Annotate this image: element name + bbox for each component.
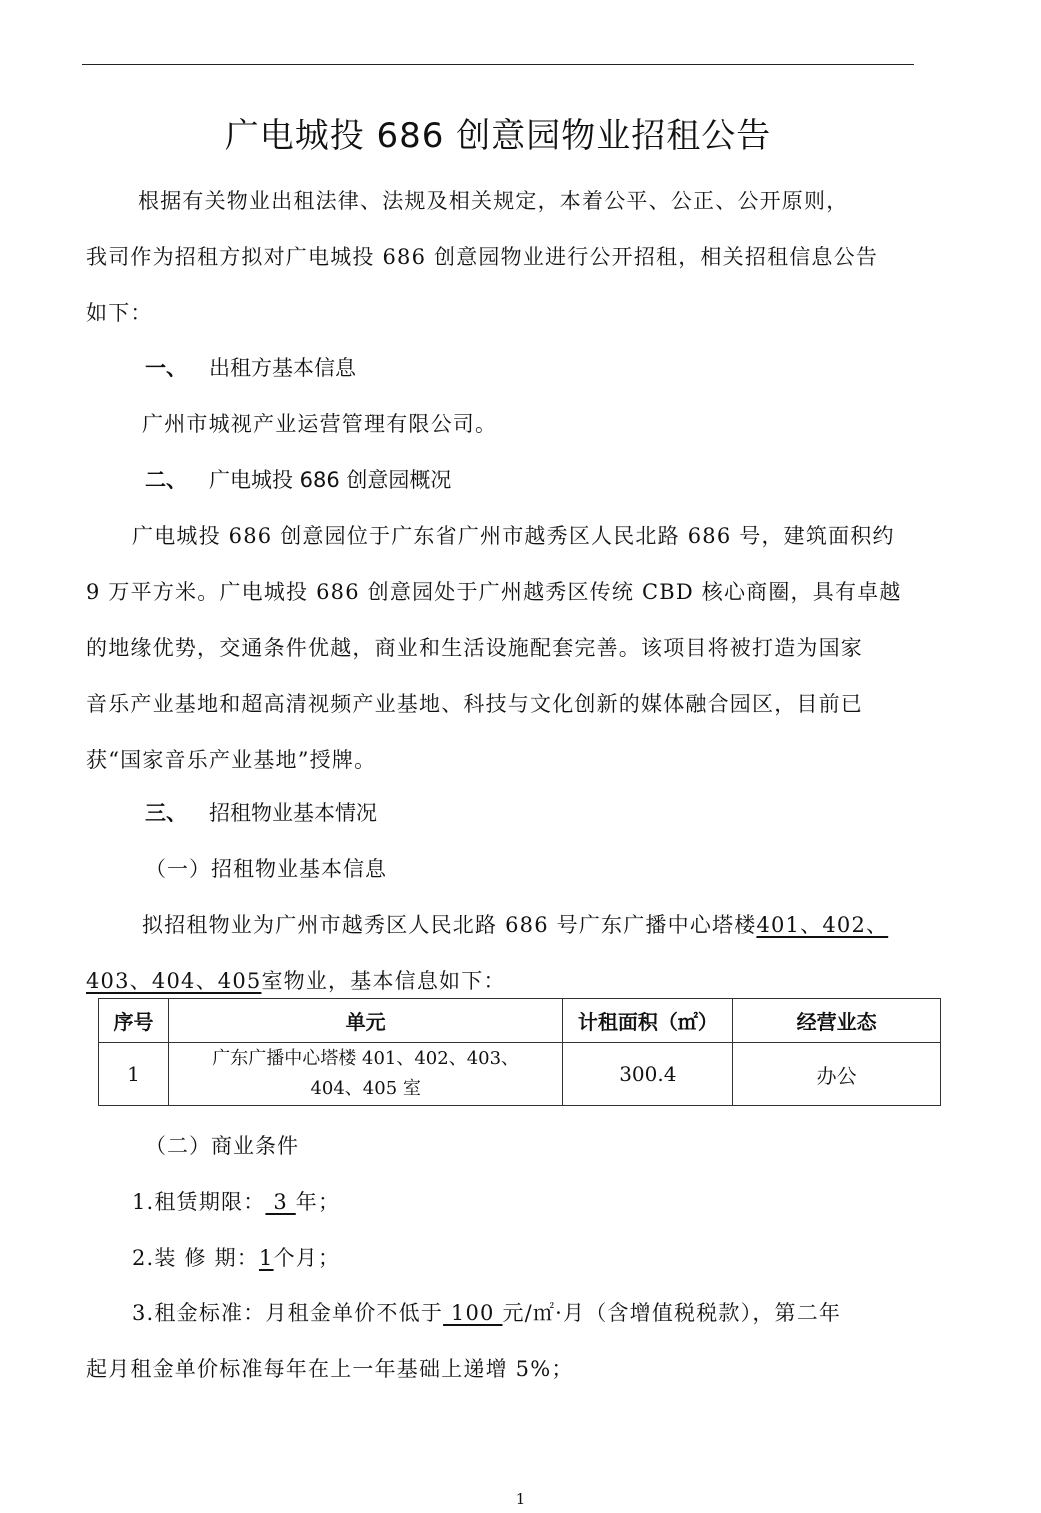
header-rule [82,64,914,65]
header-use: 经营业态 [733,999,941,1043]
page-number: 1 [515,1490,526,1508]
property-line-2 [86,965,506,995]
section-3-heading [145,797,377,827]
condition-3-unit: 元/㎡·月（含增值税税款），第二年 [502,1301,842,1325]
property-text-b: 室物业，基本信息如下： [261,969,506,993]
cell-use: 办公 [733,1043,941,1106]
subsection-2-heading [145,1130,299,1160]
condition-3-value: 100 [443,1301,503,1325]
condition-1-label: 1.租赁期限： [132,1190,266,1214]
intro-line-3: 如下： [86,301,153,325]
section-2-number: 二、 [145,468,187,492]
subsection-1-title: 招租物业基本信息 [211,857,387,881]
intro-line-2: 我司作为招租方拟对广电城投 686 创意园物业进行公开招租，相关招租信息公告 [86,245,879,269]
condition-2-unit: 个月； [273,1246,341,1270]
section-2-line-5: 获“国家音乐产业基地”授牌。 [86,748,377,772]
intro-line-1: 根据有关物业出租法律、法规及相关规定，本着公平、公正、公开原则， [138,189,849,213]
header-unit: 单元 [168,999,563,1043]
section-2-title: 广电城投 686 创意园概况 [209,468,452,492]
property-rooms-a: 401、402、 [756,913,889,937]
condition-1 [132,1186,340,1216]
subsection-1-number: （一） [145,857,211,881]
section-3-number: 三、 [145,801,187,825]
condition-2-value: 1 [259,1246,274,1270]
section-2-line-2: 9 万平方米。广电城投 686 创意园处于广州越秀区传统 CBD 核心商圈，具有卓越 [86,580,902,604]
property-table [98,998,941,1106]
section-2-line-1: 广电城投 686 创意园位于广东省广州市越秀区人民北路 686 号，建筑面积约 [132,524,895,548]
table-header-row [99,999,941,1043]
condition-3-continued: 起月租金单价标准每年在上一年基础上递增 5%； [86,1357,574,1381]
subsection-2-title: 商业条件 [211,1134,299,1158]
condition-1-value: 3 [265,1190,296,1214]
property-rooms-b: 403、404、405 [86,969,262,993]
condition-3-label: 3.租金标准：月租金单价不低于 [132,1301,444,1325]
property-line-1 [142,909,888,939]
section-2-line-4: 音乐产业基地和超高清视频产业基地、科技与文化创新的媒体融合园区，目前已 [86,692,863,716]
table-row [99,1043,941,1106]
cell-area: 300.4 [563,1043,733,1106]
section-2-heading [145,464,451,494]
subsection-2-number: （二） [145,1134,211,1158]
condition-1-unit: 年； [295,1190,341,1214]
cell-no: 1 [99,1043,169,1106]
cell-unit-line-1: 广东广播中心塔楼 401、402、403、 [212,1048,520,1069]
section-1-heading [145,352,356,382]
cell-unit [168,1043,563,1106]
header-area: 计租面积（㎡） [563,999,733,1043]
section-3-title: 招租物业基本情况 [209,801,377,825]
cell-unit-line-2: 404、405 室 [310,1078,421,1099]
section-1-number: 一、 [145,356,187,380]
section-1-title: 出租方基本信息 [209,356,356,380]
condition-3 [132,1297,841,1327]
section-1-body: 广州市城视产业运营管理有限公司。 [142,412,498,436]
section-2-line-3: 的地缘优势，交通条件优越，商业和生活设施配套完善。该项目将被打造为国家 [86,636,863,660]
subsection-1-heading [145,853,387,883]
condition-2-label: 2.装 修 期： [132,1246,259,1270]
document-title: 广电城投 686 创意园物业招租公告 [224,116,772,156]
condition-2 [132,1242,340,1272]
header-no: 序号 [99,999,169,1043]
property-text-a: 拟招租物业为广州市越秀区人民北路 686 号广东广播中心塔楼 [142,913,757,937]
